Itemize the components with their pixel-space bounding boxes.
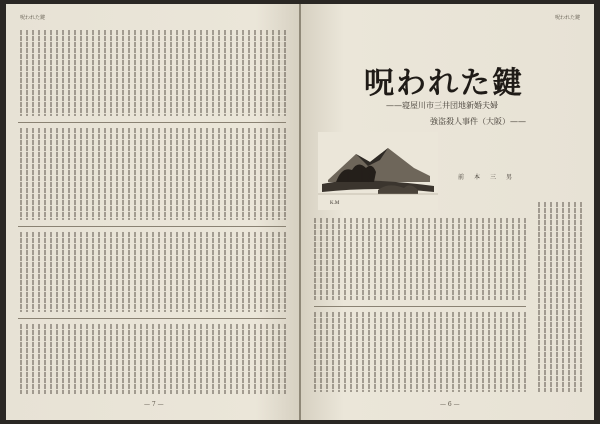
article-subtitle: ——寝屋川市三井団地新婚夫婦 [386,101,498,110]
column-divider [18,318,286,319]
page-number: — 6 — [440,401,460,408]
column-divider [314,306,526,307]
text-column-block [314,218,526,300]
svg-text:K.M: K.M [330,201,340,206]
article-subtitle-2: 強盗殺人事件（大阪）—— [430,117,526,126]
text-column-block [18,324,286,394]
running-head: 呪われた鍵 [554,15,580,21]
running-head: 呪われた鍵 [20,15,46,21]
mountain-tree-illustration [318,132,438,210]
byline: 前 本 三 男 [458,174,515,181]
text-column-block [314,312,526,392]
left-page [6,4,300,420]
column-divider [18,226,286,227]
text-column-block [536,202,582,392]
text-column-block [18,128,286,220]
right-page [300,4,594,420]
page-number: — 7 — [144,401,164,408]
illustration-signature [330,201,340,206]
text-column-block [18,30,286,116]
text-column-block [18,232,286,312]
column-divider [18,122,286,123]
spine-gutter [299,4,301,420]
magazine-spread [6,4,594,420]
article-title: 呪われた鍵 [364,66,524,101]
